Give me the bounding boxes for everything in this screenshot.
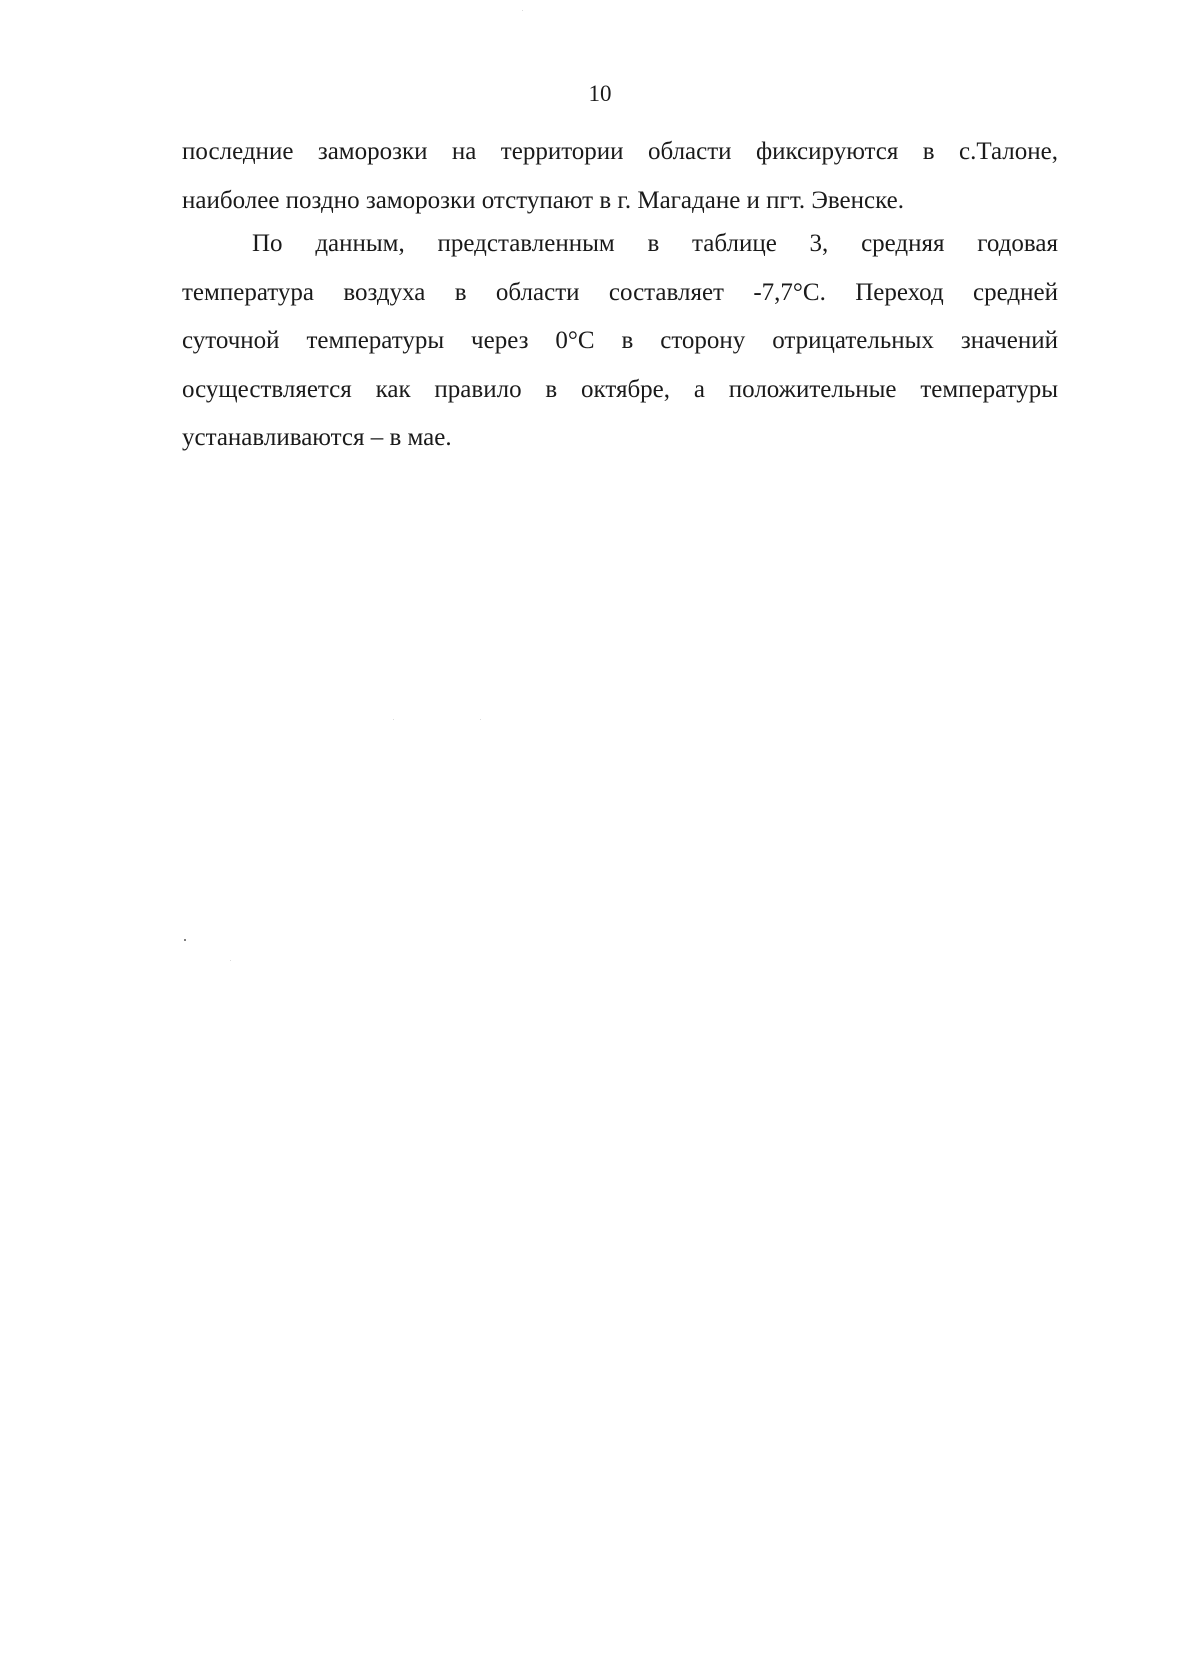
paragraph-2 [182,220,1058,463]
scan-speck [393,719,394,720]
paragraph-line: температура воздуха в области составляет -7,7°С. Переход средней [182,278,1058,306]
paragraph-1 [182,128,1058,225]
paragraph-line: устанавливаются – в мае. [182,424,452,451]
paragraph-line: суточной температуры через 0°С в сторону отрицательных значений [182,327,1058,354]
paragraph-line: По данным, представленным в таблице 3, средняя годовая [252,230,1058,257]
scan-speck [184,939,186,941]
page-number: 10 [588,81,612,106]
paragraph-line: наиболее поздно заморозки отступают в г. Магадане и пгт. Эвенске. [182,186,904,214]
scan-speck [230,960,231,961]
scan-speck [522,10,523,11]
paragraph-line: последние заморозки на территории области фиксируются в с.Талоне, [182,138,1058,165]
scan-speck [480,719,481,720]
paragraph-line: осуществляется как правило в октябре, а положительные температуры [182,375,1058,403]
